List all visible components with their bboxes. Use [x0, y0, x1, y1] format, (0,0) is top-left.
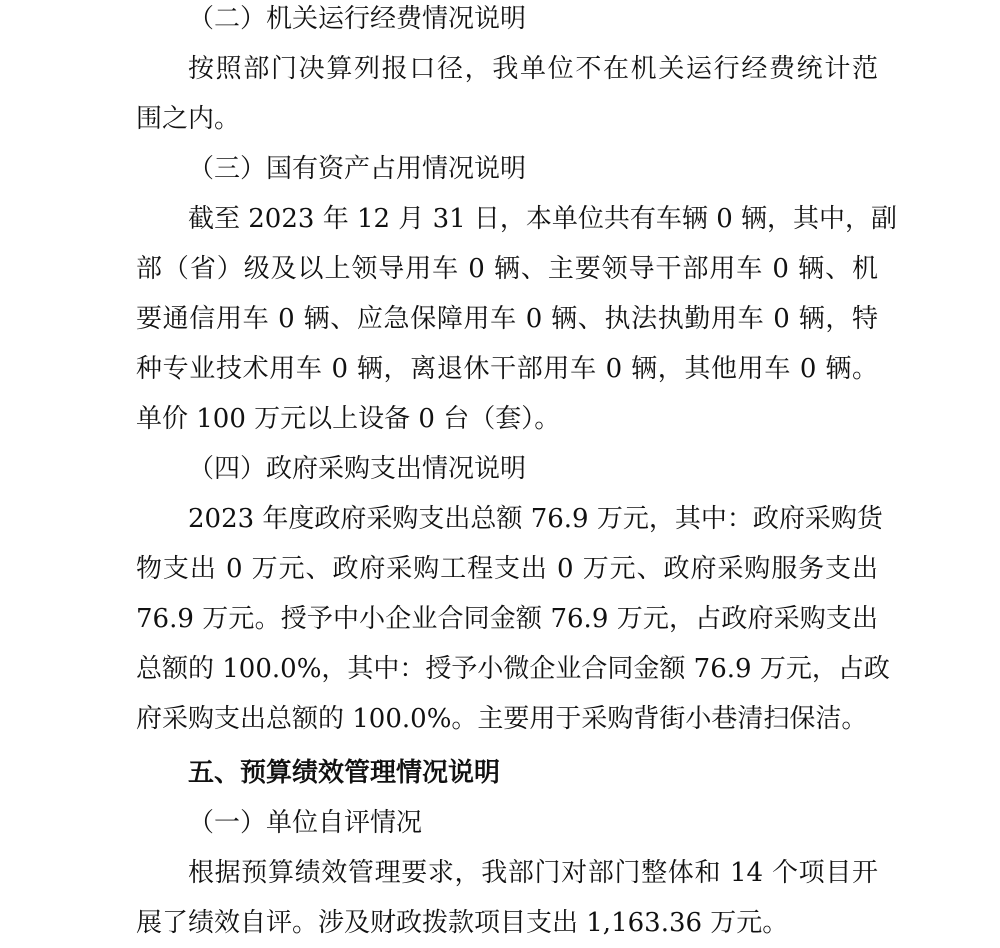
paragraph-line: 要通信用车 0 辆、应急保障用车 0 辆、执法执勤用车 0 辆，特 [136, 304, 878, 334]
paragraph-line: 府采购支出总额的 100.0%。主要用于采购背街小巷清扫保洁。 [136, 704, 868, 734]
chapter-heading: 五、预算绩效管理情况说明 [188, 758, 501, 788]
paragraph-line: 物支出 0 万元、政府采购工程支出 0 万元、政府采购服务支出 [136, 554, 878, 584]
section-title: （二）机关运行经费情况说明 [188, 4, 527, 34]
paragraph-line: 部（省）级及以上领导用车 0 辆、主要领导干部用车 0 辆、机 [136, 254, 878, 284]
section-title: （一）单位自评情况 [188, 808, 423, 838]
paragraph-line: 围之内。 [136, 104, 241, 134]
paragraph-line: 展了绩效自评。涉及财政拨款项目支出 1,163.36 万元。 [136, 908, 789, 938]
section-title: （四）政府采购支出情况说明 [188, 454, 527, 484]
paragraph-line: 总额的 100.0%，其中：授予小微企业合同金额 76.9 万元，占政 [136, 654, 890, 684]
paragraph-line: 截至 2023 年 12 月 31 日，本单位共有车辆 0 辆，其中，副 [188, 204, 897, 234]
paragraph-line: 按照部门决算列报口径，我单位不在机关运行经费统计范 [188, 54, 878, 84]
paragraph-line: 单价 100 万元以上设备 0 台（套）。 [136, 404, 561, 434]
paragraph-line: 2023 年度政府采购支出总额 76.9 万元，其中：政府采购货 [188, 504, 883, 534]
paragraph-line: 种专业技术用车 0 辆，离退休干部用车 0 辆，其他用车 0 辆。 [136, 354, 878, 384]
section-title: （三）国有资产占用情况说明 [188, 154, 527, 184]
paragraph-line: 76.9 万元。授予中小企业合同金额 76.9 万元，占政府采购支出 [136, 604, 878, 634]
paragraph-line: 根据预算绩效管理要求，我部门对部门整体和 14 个项目开 [188, 858, 878, 888]
